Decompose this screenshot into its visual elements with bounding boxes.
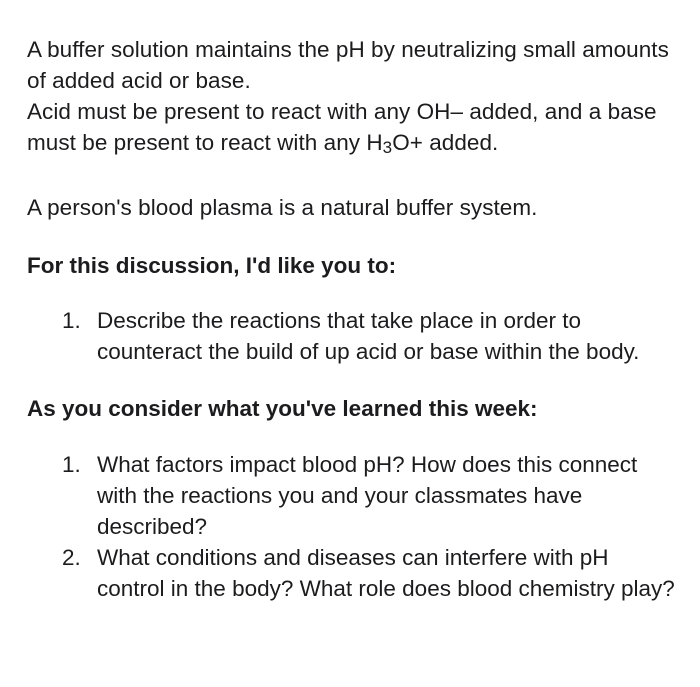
list-item-text: What factors impact blood pH? How does this connect with the reactions you and your classmates have described? [97, 452, 638, 539]
list-item-number: 2. [62, 545, 81, 570]
list-item-number: 1. [62, 308, 81, 333]
section-2-list [27, 449, 682, 604]
section-2-heading: As you consider what you've learned this week: [27, 396, 538, 421]
section-1-list [27, 305, 682, 367]
intro-line-2: Acid must be present to react with any OH– added, and a base must be present to react with any H [27, 99, 657, 155]
list-item-text: What conditions and diseases can interfere with pH control in the body? What role does blood chemistry play? [97, 545, 675, 601]
section-1-heading: For this discussion, I'd like you to: [27, 253, 397, 278]
intro-blood-plasma: A person's blood plasma is a natural buffer system. [27, 195, 538, 220]
list-item-number: 1. [62, 452, 81, 477]
list-item [27, 449, 682, 542]
intro-buffer-definition [27, 34, 682, 158]
h3o-subscript: 3 [382, 138, 393, 157]
intro-line-1: A buffer solution maintains the pH by neutralizing small amounts of added acid or base. [27, 37, 669, 93]
intro-line-2-end: O+ added. [392, 130, 499, 155]
list-item-text: Describe the reactions that take place in order to counteract the build of up acid or base within the body. [97, 308, 640, 364]
list-item [27, 305, 682, 367]
list-item [27, 542, 682, 604]
